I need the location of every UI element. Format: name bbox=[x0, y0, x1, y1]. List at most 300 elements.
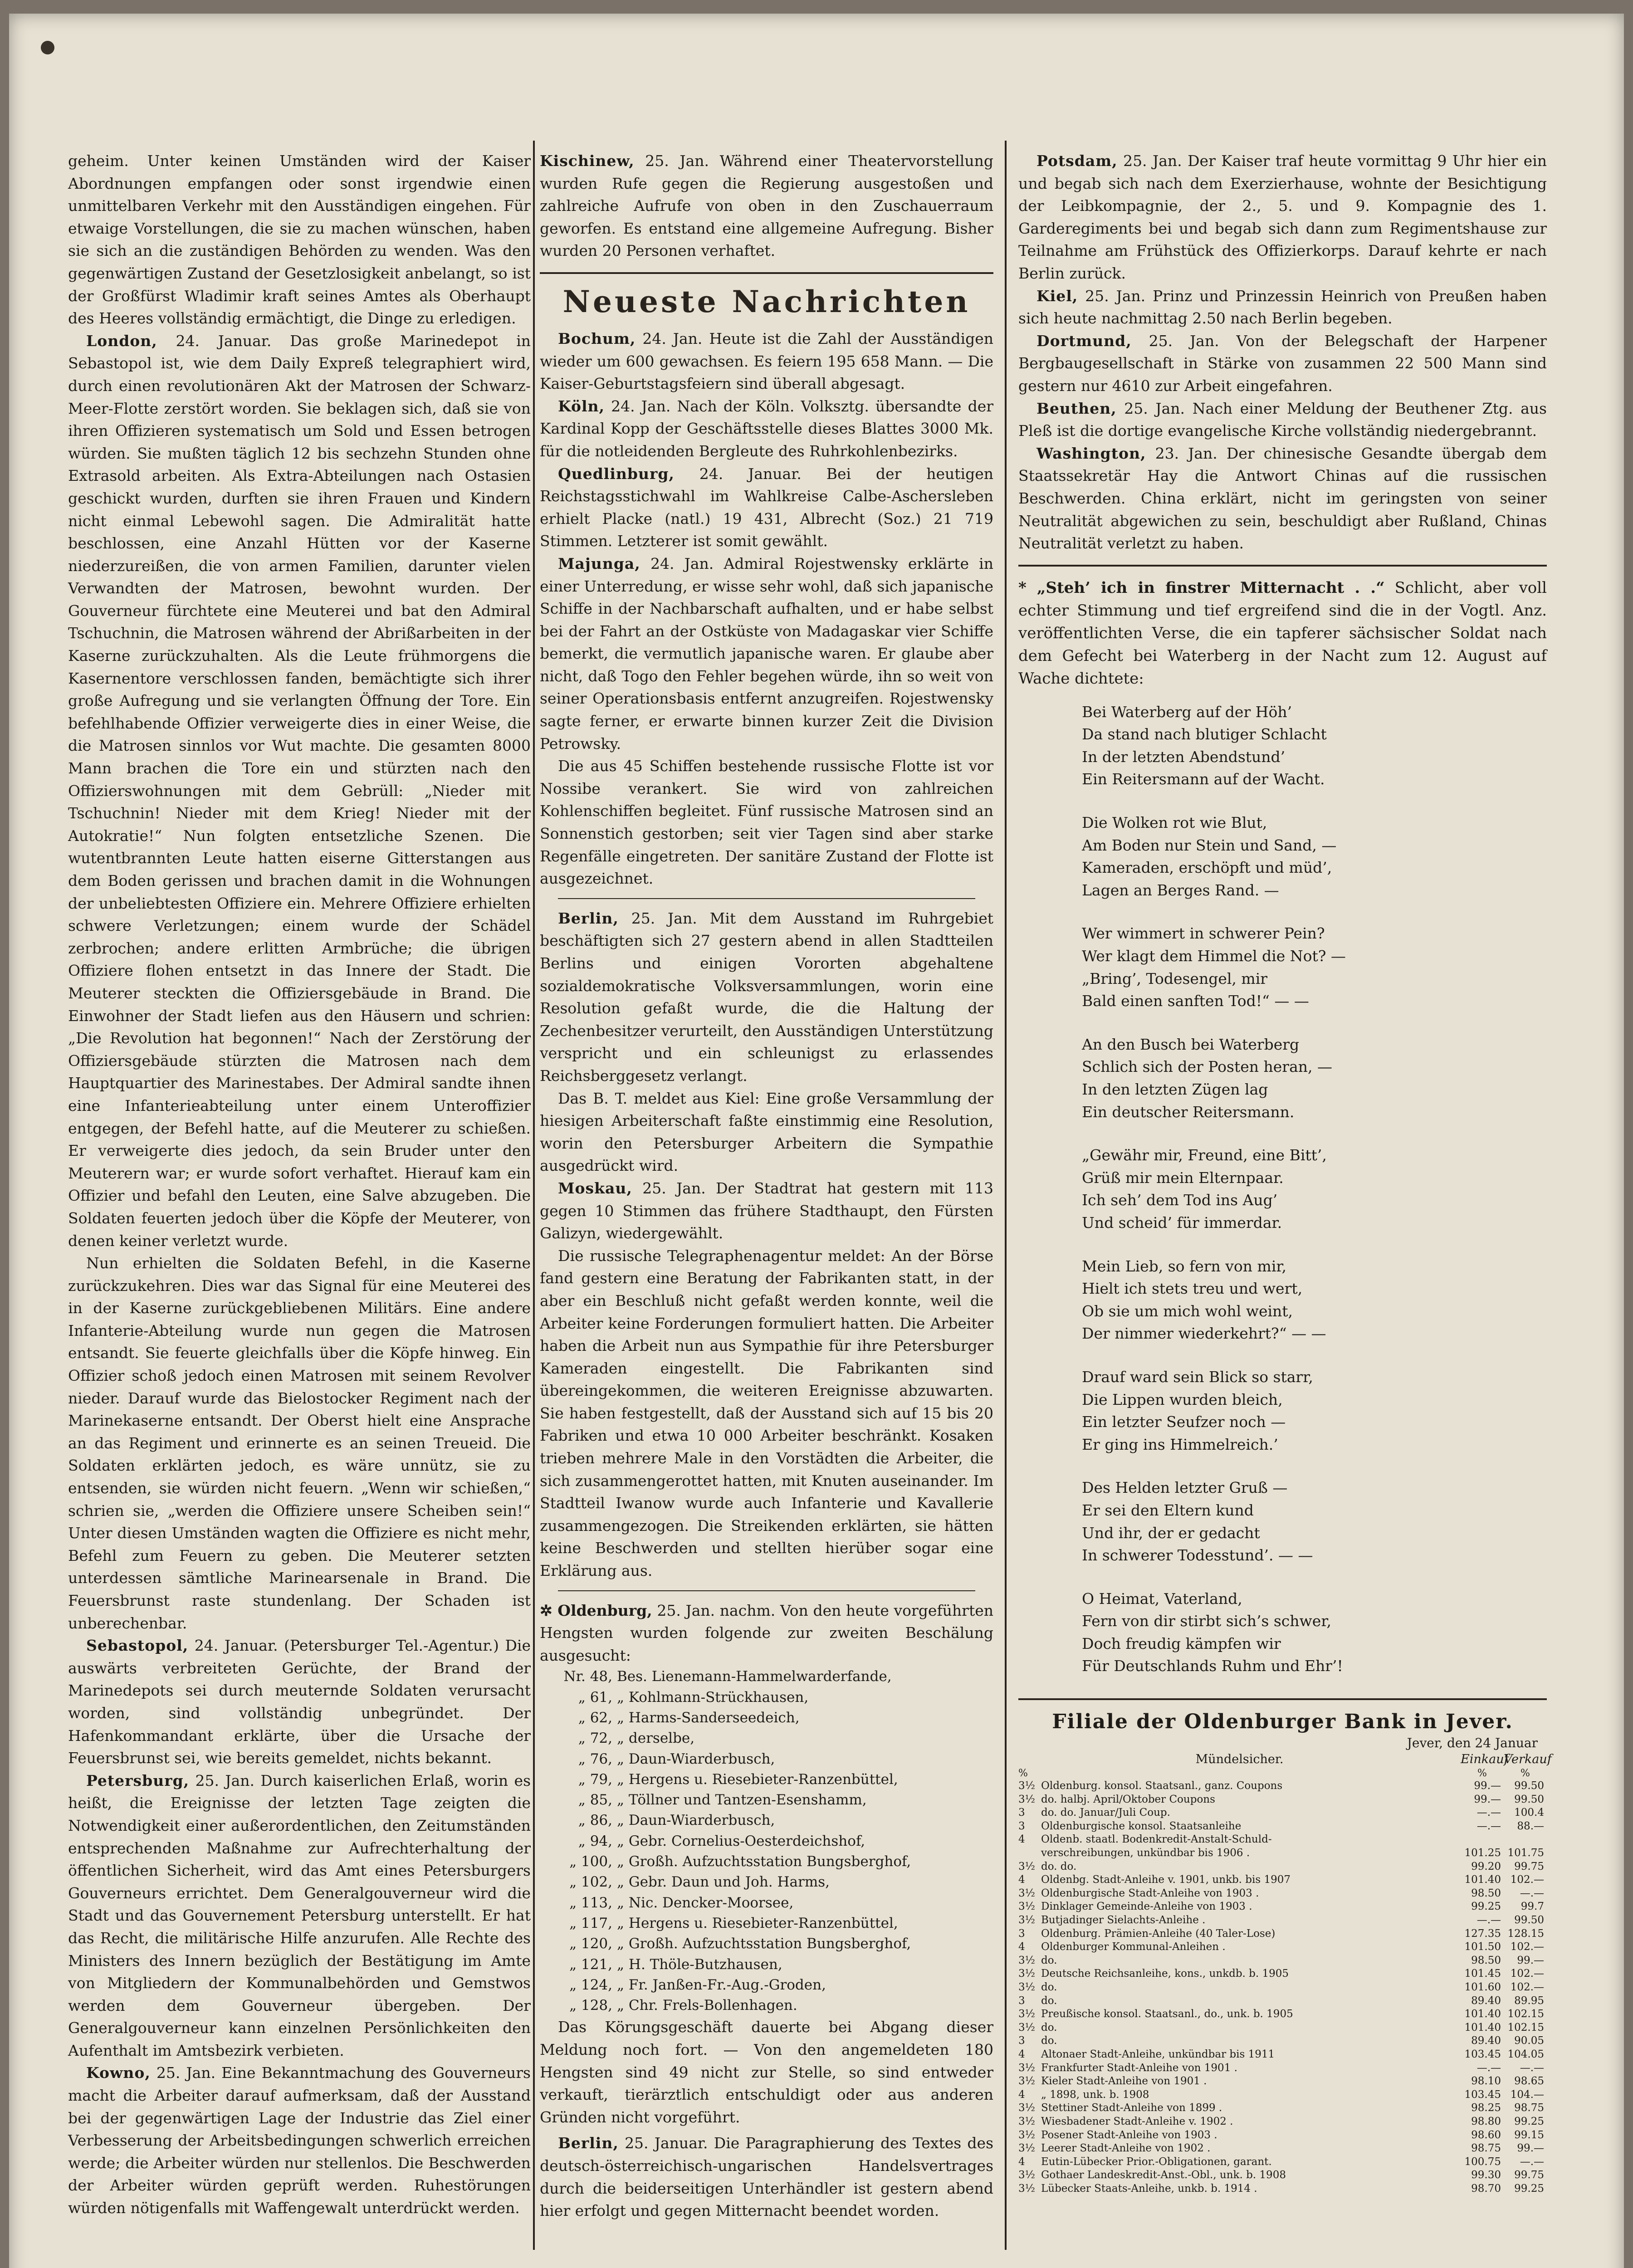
bond-rate: 3½ bbox=[1018, 1968, 1035, 1980]
news-paragraph bbox=[540, 395, 993, 463]
stallion-number: „ 72, bbox=[578, 1730, 612, 1747]
news-paragraph bbox=[68, 330, 531, 1252]
bond-rate: 3 bbox=[1018, 1994, 1025, 2007]
news-list bbox=[540, 327, 993, 1582]
bond-buy: 101.25 bbox=[1464, 1847, 1501, 1859]
bond-sell: 99.— bbox=[1517, 2142, 1544, 2155]
news-paragraph bbox=[540, 755, 993, 890]
bond-name: Posener Stadt-Anleihe von 1903 . bbox=[1041, 2129, 1217, 2141]
poem-line: Für Deutschlands Ruhm und Ehr’! bbox=[1082, 1657, 1343, 1675]
bond-row bbox=[1018, 1981, 1547, 1994]
dateline: Kowno, bbox=[86, 2064, 151, 2082]
stallion-owner: „ Fr. Janßen-Fr.-Aug.-Groden, bbox=[617, 1976, 826, 1993]
news-paragraph bbox=[540, 463, 993, 552]
bond-name: do. bbox=[1041, 1981, 1057, 1993]
poem-line: Ein deutscher Reitersmann. bbox=[1082, 1103, 1295, 1121]
column-3 bbox=[1018, 150, 1552, 2259]
bond-sell: 88.— bbox=[1517, 1820, 1544, 1832]
bond-name: Stettiner Stadt-Anleihe von 1899 . bbox=[1041, 2102, 1222, 2114]
stallion-row bbox=[540, 1687, 993, 1708]
stallion-owner: „ Hergens u. Riesebieter-Ranzenbüttel, bbox=[617, 1915, 898, 1931]
bond-rate: 3½ bbox=[1018, 1780, 1035, 1792]
poem-line: „Bring’, Todesengel, mir bbox=[1082, 969, 1268, 987]
poem-stanza bbox=[1018, 1255, 1547, 1345]
stallion-owner: „ Daun-Wiarderbusch, bbox=[617, 1750, 775, 1767]
bond-name: Oldenburg. konsol. Staatsanl., ganz. Coupons bbox=[1041, 1780, 1283, 1792]
poem-stanza bbox=[1018, 701, 1547, 791]
bond-rate: 4 bbox=[1018, 1941, 1025, 1953]
stallion-owner: „ derselbe, bbox=[617, 1730, 695, 1747]
stallion-number: „ 124, bbox=[569, 1976, 612, 1993]
bond-sell: 128.15 bbox=[1507, 1927, 1544, 1940]
poem-line: Wer wimmert in schwerer Pein? bbox=[1082, 924, 1325, 943]
bond-sell: 99.50 bbox=[1514, 1793, 1544, 1805]
bond-name: do. do. bbox=[1041, 1860, 1077, 1872]
bond-sell: 99.50 bbox=[1514, 1914, 1544, 1926]
news-paragraph bbox=[540, 552, 993, 755]
bond-name: Gothaer Landeskredit-Anst.-Obl., unk. b. 1908 bbox=[1041, 2169, 1286, 2181]
stallion-row bbox=[540, 1790, 993, 1810]
bond-buy: 98.10 bbox=[1471, 2075, 1501, 2087]
bond-sell: 102.— bbox=[1510, 1941, 1544, 1953]
bond-buy: —.— bbox=[1477, 2062, 1501, 2074]
bond-buy: —.— bbox=[1477, 1914, 1501, 1926]
bond-sell: 99.75 bbox=[1514, 1860, 1544, 1872]
bond-sell: 90.05 bbox=[1514, 2035, 1544, 2047]
paragraph-text: 25. Jan. Mit dem Ausstand im Ruhrgebiet beschäftigten sich 27 gestern abend in allen Stadtteilen Berlins und einigen Vororten abgehaltene sozialdemokratische Volksversammlungen, worin eine Resolution gefaßt wurde, die die Haltung der Zechenbesitzer verurteilt, den Ausständigen Unterstützung verspricht und ein schleunigst zu erlassendes Reichsberggesetz verlangt. bbox=[540, 909, 993, 1085]
bond-sell: 99.7 bbox=[1521, 1901, 1544, 1913]
pct-left: % bbox=[1018, 1768, 1028, 1779]
poem-line: Mein Lieb, so fern von mir, bbox=[1082, 1257, 1287, 1275]
stallion-row bbox=[540, 1852, 993, 1872]
poem-line: Ob sie um mich wohl weint, bbox=[1082, 1302, 1293, 1320]
dateline: Köln, bbox=[558, 397, 605, 415]
stallion-number: „ 85, bbox=[578, 1792, 612, 1809]
stallion-owner: „ Großh. Aufzuchtsstation Bungsberghof, bbox=[617, 1936, 911, 1952]
column-rule-left bbox=[533, 141, 535, 2250]
bond-sell: 99.— bbox=[1517, 1954, 1544, 1966]
bond-buy: 98.50 bbox=[1471, 1954, 1501, 1966]
bond-rate: 3 bbox=[1018, 1820, 1025, 1832]
bond-buy: 89.40 bbox=[1471, 1994, 1501, 2007]
bond-row bbox=[1018, 1873, 1547, 1887]
bond-name: Kieler Stadt-Anleihe von 1901 . bbox=[1041, 2075, 1207, 2087]
poem-line: In der letzten Abendstund’ bbox=[1082, 748, 1286, 766]
stallion-owner: Bes. Lienemann-Hammelwarderfande, bbox=[617, 1668, 892, 1685]
bond-row bbox=[1018, 2102, 1547, 2115]
bond-buy: 101.60 bbox=[1464, 1981, 1501, 1993]
punch-hole bbox=[41, 41, 54, 54]
stallion-row bbox=[540, 1872, 993, 1892]
bond-buy: 101.45 bbox=[1464, 1968, 1501, 1980]
bank-table-header bbox=[1018, 1751, 1552, 1768]
pct-buy: % bbox=[1477, 1768, 1487, 1779]
bond-sell: 104.— bbox=[1510, 2088, 1544, 2101]
bond-buy: 98.75 bbox=[1471, 2142, 1501, 2155]
bond-row bbox=[1018, 1941, 1547, 1954]
bond-row bbox=[1018, 1779, 1547, 1793]
bond-name: do. bbox=[1041, 1954, 1057, 1966]
stallion-row bbox=[540, 1995, 993, 2016]
header-sell: Verkauf bbox=[1504, 1752, 1552, 1767]
dateline: Dortmund, bbox=[1037, 332, 1132, 350]
poem-line: Bald einen sanften Tod!“ — — bbox=[1082, 992, 1309, 1010]
bond-sell: —.— bbox=[1520, 1887, 1544, 1899]
poem-intro: * „Steh’ ich in finstrer Mitternacht . .“ Schlicht, aber voll echter Stimmung und tief ergreifend sind die in der Vogtl. Anz. veröffentlichten Verse, die ein tapferer sächsischer Soldat nach dem Gefecht bei Waterberg in der Nacht zum 12. August auf Wache dichtete: bbox=[1018, 578, 1547, 688]
bond-buy: 101.40 bbox=[1464, 2021, 1501, 2033]
news-paragraph bbox=[1018, 397, 1547, 442]
bond-row bbox=[1018, 2048, 1547, 2062]
dateline: Quedlinburg, bbox=[558, 464, 675, 483]
bond-sell: 102.— bbox=[1510, 1968, 1544, 1980]
bond-name: Butjadinger Sielachts-Anleihe . bbox=[1041, 1914, 1206, 1926]
stallion-owner: „ Kohlmann-Strückhausen, bbox=[617, 1689, 809, 1706]
bond-row bbox=[1018, 2062, 1547, 2075]
stallion-number: „ 100, bbox=[569, 1853, 612, 1870]
bond-rate: 3½ bbox=[1018, 1901, 1035, 1913]
bond-name: Leerer Stadt-Anleihe von 1902 . bbox=[1041, 2142, 1211, 2155]
column-1 bbox=[68, 150, 531, 2259]
bond-sell: 102.— bbox=[1510, 1874, 1544, 1886]
bond-buy: 103.45 bbox=[1464, 2088, 1501, 2101]
stallion-row bbox=[540, 1708, 993, 1728]
bond-sell: —.— bbox=[1520, 2062, 1544, 2074]
bond-row bbox=[1018, 1793, 1547, 1807]
stallion-row bbox=[540, 1913, 993, 1934]
news-paragraph bbox=[540, 907, 993, 1087]
bond-buy: 98.80 bbox=[1471, 2115, 1501, 2127]
bond-row bbox=[1018, 1887, 1547, 1901]
bond-row bbox=[1018, 1914, 1547, 1927]
bond-sell: 101.75 bbox=[1507, 1847, 1544, 1859]
poem-line: Des Helden letzter Gruß — bbox=[1082, 1479, 1288, 1497]
news-paragraph bbox=[1018, 442, 1547, 555]
poem-line: Drauf ward sein Blick so starr, bbox=[1082, 1368, 1313, 1386]
stallion-owner: „ Nic. Dencker-Moorsee, bbox=[617, 1894, 794, 1911]
paragraph-text: 24. Januar. Bei der heutigen Reichstagsstichwahl im Wahlkreise Calbe-Aschersleben erhielt Placke (natl.) 19 431, Albrecht (Soz.) 21 719 Stimmen. Letzterer ist somit gewählt. bbox=[540, 464, 993, 550]
stallion-row bbox=[540, 1893, 993, 1913]
bond-row bbox=[1018, 1806, 1547, 1820]
paragraph-text: 24. Jan. Nach der Köln. Volksztg. übersandte der Kardinal Kopp der Geschäftsstelle dieses Blattes 3000 Mk. für die notleidenden Bergleute des Ruhrkohlenbezirks. bbox=[540, 397, 993, 460]
dateline: Sebastopol, bbox=[86, 1637, 189, 1655]
bond-buy: 99.30 bbox=[1471, 2169, 1501, 2181]
dateline: Bochum, bbox=[558, 329, 636, 347]
bond-sell: —.— bbox=[1520, 2156, 1544, 2168]
bond-buy: —.— bbox=[1477, 1807, 1501, 1819]
bond-rate bbox=[1018, 1847, 1041, 1860]
dateline: Kiel, bbox=[1037, 287, 1078, 305]
stallion-number: „ 121, bbox=[569, 1956, 612, 1973]
stallion-row bbox=[540, 1831, 993, 1852]
bond-sell: 99.25 bbox=[1514, 2182, 1544, 2195]
stallion-row bbox=[540, 1955, 993, 1975]
bond-buy: 101.50 bbox=[1464, 1941, 1501, 1953]
bond-row bbox=[1018, 1860, 1547, 1874]
bond-row bbox=[1018, 1847, 1547, 1860]
bond-rate: 3½ bbox=[1018, 2129, 1035, 2141]
bond-row bbox=[1018, 1900, 1547, 1914]
stallion-owner: „ Töllner und Tantzen-Esenshamm, bbox=[617, 1792, 867, 1809]
news-paragraph bbox=[540, 327, 993, 395]
bond-buy: 98.70 bbox=[1471, 2182, 1501, 2195]
bond-sell: 102.15 bbox=[1507, 2008, 1544, 2020]
news-paragraph bbox=[540, 1087, 993, 1177]
stallion-owner: „ Harms-Sanderseedeich, bbox=[617, 1710, 800, 1726]
bond-rate: 3½ bbox=[1018, 2115, 1035, 2127]
poem-line: Die Wolken rot wie Blut, bbox=[1082, 814, 1267, 832]
bond-name: Wiesbadener Stadt-Anleihe v. 1902 . bbox=[1041, 2115, 1233, 2127]
bond-buy: 101.40 bbox=[1464, 1874, 1501, 1886]
poem-line: Kameraden, erschöpft und müd’, bbox=[1082, 859, 1332, 877]
dateline: Potsdam, bbox=[1037, 152, 1118, 170]
stallion-number: „ 128, bbox=[569, 1997, 612, 2014]
stallion-number: Nr. 48, bbox=[563, 1668, 612, 1685]
paragraph-text: 25. Jan. Nach einer Meldung der Beuthener Ztg. aus Pleß ist die dortige evangelische Kirche vollständig niedergebrannt. bbox=[1018, 399, 1547, 440]
poem-line: Wer klagt dem Himmel die Not? — bbox=[1082, 947, 1346, 965]
poem-line: Der nimmer wiederkehrt?“ — — bbox=[1082, 1325, 1326, 1343]
news-paragraph bbox=[1018, 285, 1547, 330]
bond-buy: 99.— bbox=[1474, 1793, 1501, 1805]
poem-line: Die Lippen wurden bleich, bbox=[1082, 1390, 1283, 1408]
bond-rate: 3½ bbox=[1018, 2075, 1035, 2087]
paragraph-text: 25. Jan. Prinz und Prinzessin Heinrich von Preußen haben sich heute nachmittag 2.50 nach Berlin begeben. bbox=[1018, 287, 1547, 327]
poem-line: In schwerer Todesstund’. — — bbox=[1082, 1546, 1313, 1564]
stallion-number: „ 86, bbox=[578, 1812, 612, 1829]
paragraph-text: 24. Januar. (Petersburger Tel.-Agentur.) Die auswärts verbreiteten Gerüchte, der Brand der Marinedepots sei durch meuternde Soldaten verursacht worden, sind vollständig unbegründet. Der Hafenkommandant erklärte, über die Ursache der Feuersbrunst sei, wie bereits gemeldet, nichts bekannt. bbox=[68, 1637, 531, 1767]
stallion-number: „ 102, bbox=[569, 1874, 612, 1891]
bond-rate: 3½ bbox=[1018, 1860, 1035, 1872]
separator-rule bbox=[540, 272, 993, 274]
bond-rate: 4 bbox=[1018, 2048, 1025, 2060]
poem-line: Bei Waterberg auf der Höh’ bbox=[1082, 703, 1292, 721]
bond-row bbox=[1018, 2142, 1547, 2156]
stallion-number: „ 62, bbox=[578, 1710, 612, 1726]
column-rule-right bbox=[1005, 141, 1007, 2250]
bond-buy: 99.— bbox=[1474, 1780, 1501, 1792]
bank-title: Filiale der Oldenburger Bank in Jever. bbox=[1052, 1710, 1513, 1734]
bond-rate: 3 bbox=[1018, 2035, 1025, 2047]
article-berlin-trade: Berlin, 25. Januar. Die Paragraphierung des Textes des deutsch-österreichisch-ungarischen Handelsvertrages durch die beiderseitigen Unterhändler ist gestern abend hier erfolgt und gegen Mitternacht beendet worden. bbox=[540, 2134, 993, 2220]
poem-line: Da stand nach blutiger Schlacht bbox=[1082, 725, 1327, 743]
bond-row bbox=[1018, 2169, 1547, 2182]
dateline: Berlin, bbox=[558, 909, 619, 927]
bond-rate: 3½ bbox=[1018, 2142, 1035, 2155]
bond-buy bbox=[1458, 1833, 1501, 1847]
bond-rate: 3½ bbox=[1018, 2021, 1035, 2033]
poem-stanza bbox=[1018, 1033, 1547, 1123]
poem-line: Am Boden nur Stein und Sand, — bbox=[1082, 836, 1337, 854]
dateline: Washington, bbox=[1037, 444, 1146, 462]
bond-name: Lübecker Staats-Anleihe, unkb. b. 1914 . bbox=[1041, 2182, 1257, 2195]
dateline: London, bbox=[86, 332, 157, 350]
bond-rate: 3½ bbox=[1018, 1887, 1035, 1899]
bond-rate: 3½ bbox=[1018, 1793, 1035, 1805]
bond-name: Oldenburgische konsol. Staatsanleihe bbox=[1041, 1820, 1242, 1832]
bond-rate: 3 bbox=[1018, 1807, 1025, 1819]
stallion-owner: „ Daun-Wiarderbusch, bbox=[617, 1812, 775, 1829]
paragraph-text: 23. Jan. Der chinesische Gesandte übergab dem Staatssekretär Hay die Antwort Chinas auf die russischen Beschwerden. China erklärt, nicht im geringsten von seiner Neutralität abgewichen zu sein, beschuldigt aber Rußland, Chinas Neutralität verletzt zu haben. bbox=[1018, 444, 1547, 552]
poem-line: „Gewähr mir, Freund, eine Bitt’, bbox=[1082, 1146, 1327, 1164]
stallion-number: „ 113, bbox=[569, 1894, 612, 1911]
newspaper-page bbox=[9, 14, 1624, 2268]
stallion-number: „ 76, bbox=[578, 1750, 612, 1767]
stallion-owner: „ H. Thöle-Butzhausen, bbox=[617, 1956, 782, 1973]
bond-rate: 4 bbox=[1018, 2156, 1025, 2168]
bond-name: do. halbj. April/Oktober Coupons bbox=[1041, 1793, 1215, 1805]
news-paragraph bbox=[68, 1769, 531, 2062]
poem-line: O Heimat, Vaterland, bbox=[1082, 1589, 1242, 1608]
bond-rate: 3½ bbox=[1018, 1954, 1035, 1966]
bond-name: Oldenburg. Prämien-Anleihe (40 Taler-Lose) bbox=[1041, 1927, 1276, 1940]
poem-line: Und ihr, der er gedacht bbox=[1082, 1524, 1260, 1542]
bond-sell: 99.25 bbox=[1514, 2115, 1544, 2127]
separator-rule bbox=[1018, 565, 1547, 567]
poem-line: Ich seh’ dem Tod ins Aug’ bbox=[1082, 1191, 1278, 1209]
bond-buy: 98.50 bbox=[1471, 1887, 1501, 1899]
poem-line: Hielt ich stets treu und wert, bbox=[1082, 1280, 1303, 1298]
paragraph-text: Nun erhielten die Soldaten Befehl, in die Kaserne zurückzukehren. Dies war das Signal für eine Meuterei des in der Kaserne zurückgebliebenen Militärs. Eine andere Infanterie-Abteilung wurde nun gegen die Matrosen entsandt. Sie feuerte gleichfalls über die Köpfe hinweg. Ein Offizier schoß jedoch einen Matrosen mit seinem Revolver nieder. Darauf wurde das Bielostocker Regiment nach der Marinekaserne entsandt. Der Oberst hielt eine Ansprache an das Regiment und erinnerte es an seinen Treueid. Die Soldaten erklärten jedoch, es wäre unnütz, sie zu entsenden, sie würden nicht feuern. „Wenn wir schießen,“ schrien sie, „werden die Offiziere unsere Scheiben sein!“ Unter diesen Umständen wagten die Offiziere es nicht mehr, Befehl zum Feuern zu geben. Die Meuterer setzten unterdessen sämtliche Marinearsenale in Brand. Die Feuersbrunst raste stundenlang. Der Schaden ist unberechenbar. bbox=[68, 1254, 531, 1632]
poem-line: Ein Reitersmann auf der Wacht. bbox=[1082, 770, 1325, 788]
stallion-owner: „ Chr. Frels-Bollenhagen. bbox=[617, 1997, 797, 2014]
bond-buy: 99.20 bbox=[1471, 1860, 1501, 1872]
paragraph-text: 25. Jan. Von der Belegschaft der Harpener Bergbaugesellschaft in Stärke von zusammen 22 500 Mann sind gestern nur 4610 zur Arbeit eingefahren. bbox=[1018, 332, 1547, 395]
bond-row bbox=[1018, 1967, 1547, 1981]
poem-line: Fern von dir stirbt sich’s schwer, bbox=[1082, 1612, 1331, 1630]
bond-rate: 3 bbox=[1018, 1927, 1025, 1940]
bond-name: Preußische konsol. Staatsanl., do., unk. b. 1905 bbox=[1041, 2008, 1293, 2020]
poem-line: Doch freudig kämpfen wir bbox=[1082, 1634, 1281, 1652]
bond-name: Altonaer Stadt-Anleihe, unkündbar bis 1911 bbox=[1041, 2048, 1275, 2060]
stallion-owner: „ Gebr. Daun und Joh. Harms, bbox=[617, 1874, 830, 1891]
separator-rule bbox=[558, 898, 975, 899]
stallion-row bbox=[540, 1769, 993, 1790]
bond-row bbox=[1018, 1994, 1547, 2008]
bond-sell: 98.65 bbox=[1514, 2075, 1544, 2087]
bond-name: do. bbox=[1041, 2021, 1057, 2033]
news-paragraph bbox=[540, 1245, 993, 1582]
bond-row bbox=[1018, 2021, 1547, 2035]
bond-sell: 99.50 bbox=[1514, 1780, 1544, 1792]
stallion-row bbox=[540, 1728, 993, 1749]
bond-rate: 3½ bbox=[1018, 2182, 1035, 2195]
pct-sell: % bbox=[1521, 1768, 1530, 1779]
column-2 bbox=[540, 150, 993, 2259]
bond-sell: 100.4 bbox=[1514, 1807, 1544, 1819]
bond-row bbox=[1018, 2115, 1547, 2129]
bank-percent-row bbox=[1018, 1768, 1547, 1779]
bond-row bbox=[1018, 1820, 1547, 1833]
bond-name: verschreibungen, unkündbar bis 1906 . bbox=[1041, 1847, 1250, 1859]
bond-name: do. bbox=[1041, 2035, 1057, 2047]
poem bbox=[1018, 701, 1547, 1677]
poem-line: In den letzten Zügen lag bbox=[1082, 1080, 1268, 1098]
bond-rate: 3½ bbox=[1018, 2008, 1035, 2020]
poem-line: Grüß mir mein Elternpaar. bbox=[1082, 1168, 1284, 1187]
dateline: Moskau, bbox=[558, 1179, 632, 1197]
poem-line: Er ging ins Himmelreich.’ bbox=[1082, 1435, 1278, 1453]
bond-sell: 99.15 bbox=[1514, 2129, 1544, 2141]
stallion-owner: „ Großh. Aufzuchtsstation Bungsberghof, bbox=[617, 1853, 911, 1870]
bond-row bbox=[1018, 1954, 1547, 1968]
separator-rule bbox=[1018, 1698, 1547, 1700]
news-paragraph bbox=[68, 2062, 531, 2219]
bond-name: Oldenburgische Stadt-Anleihe von 1903 . bbox=[1041, 1887, 1259, 1899]
separator-rule bbox=[558, 1590, 975, 1591]
bond-rate: 4 bbox=[1018, 2088, 1025, 2101]
stallion-row bbox=[540, 1975, 993, 1995]
poem-stanza bbox=[1018, 1366, 1547, 1456]
bond-row bbox=[1018, 2088, 1547, 2102]
paragraph-text: Die russische Telegraphenagentur meldet: An der Börse fand gestern eine Beratung der Fabrikanten statt, in der aber ein Beschluß nicht gefaßt werden konnte, weil die Arbeiter keine Forderungen formuliert hatten. Die Arbeiter haben die Arbeit nun aus Sympathie für ihre Petersburger Kameraden eingestellt. Die Fabrikanten sind übereingekommen, die weiteren Ereignisse abzuwarten. Sie haben festgestellt, daß der Ausstand sich auf 15 bis 20 Fabriken und etwa 10 000 Arbeiter beschränkt. Kosaken trieben mehrere Male in den Vorstädten die Arbeiter, die sich zusammengerottet hatten, mit Knuten auseinander. Im Stadtteil Iwanow wurde auch Infanterie und Kavallerie zusammengezogen. Die Streikenden erklärten, sie hätten keine Beschwerden und stellten hierüber sogar eine Erklärung aus. bbox=[540, 1246, 993, 1580]
paragraph-text: 24. Jan. Admiral Rojestwensky erklärte in einer Unterredung, er wisse sehr wohl, daß sich japanische Schiffe in der Nachbarschaft aufhalten, und er habe selbst bei der Fahrt an der Ostküste von Madagaskar vier Schiffe bemerkt, die vermutlich japanische waren. Er glaube aber nicht, daß Togo den Fehler begehen würde, ihn so weit von seiner Operationsbasis entfernt anzugreifen. Rojestwensky sagte ferner, er erwarte binnen kurzer Zeit die Division Petrowsky. bbox=[540, 554, 993, 753]
bond-sell: 98.75 bbox=[1514, 2102, 1544, 2114]
news-paragraph bbox=[540, 1177, 993, 1245]
bond-rate: 3½ bbox=[1018, 2062, 1035, 2074]
bond-rate: 3½ bbox=[1018, 1981, 1035, 1993]
poem-stanza bbox=[1018, 1476, 1547, 1566]
stallion-owner: „ Hergens u. Riesebieter-Ranzenbüttel, bbox=[617, 1771, 898, 1788]
bond-sell: 104.05 bbox=[1507, 2048, 1544, 2060]
poem-stanza bbox=[1018, 1144, 1547, 1234]
bond-buy: 89.40 bbox=[1471, 2035, 1501, 2047]
bond-name: „ 1898, unk. b. 1908 bbox=[1041, 2088, 1149, 2101]
article-oldenburg: ✲ Oldenburg, 25. Jan. nachm. Von den heute vorgeführten Hengsten wurden folgende zur zweiten Beschälung ausgesucht: bbox=[540, 1601, 993, 1664]
paragraph-text: 25. Jan. Eine Bekanntmachung des Gouverneurs macht die Arbeiter darauf aufmerksam, daß der Ausstand bei der gegenwärtigen Lage der Industrie das Ziel einer Verbesserung der Arbeitsbedingungen schwerlich erreichen werde; die Arbeiter würden nur stellenlos. Die Beschwerden der Arbeiter würden geprüft werden. Ruhestörungen würden nötigenfalls mit Waffengewalt unterdrückt werden. bbox=[68, 2064, 531, 2217]
section-heading: Neueste Nachrichten bbox=[562, 284, 971, 319]
bond-name: do. bbox=[1041, 1994, 1057, 2007]
bond-sell: 102.— bbox=[1510, 1981, 1544, 1993]
bond-buy: 101.40 bbox=[1464, 2008, 1501, 2020]
news-paragraph bbox=[1018, 150, 1547, 285]
bond-row bbox=[1018, 2075, 1547, 2088]
bond-sell: 99.75 bbox=[1514, 2169, 1544, 2181]
news-paragraph bbox=[68, 1252, 531, 1634]
stallion-outro: Das Körungsgeschäft dauerte bei Abgang dieser Meldung noch fort. — Von den angemeldeten 180 Hengsten sind 49 nicht zur Stelle, so sind entweder verkauft, tierärztlich entschuldigt oder aus anderen Gründen nicht vorgeführt. bbox=[540, 2018, 993, 2126]
stallion-row bbox=[540, 1749, 993, 1769]
bond-buy: —.— bbox=[1477, 1820, 1501, 1832]
bond-sell: 102.15 bbox=[1507, 2021, 1544, 2033]
stallion-row bbox=[540, 1934, 993, 1954]
bond-row bbox=[1018, 1833, 1547, 1847]
bond-rate: 4 bbox=[1018, 1874, 1025, 1886]
bond-buy: 127.35 bbox=[1464, 1927, 1501, 1940]
dateline: Beuthen, bbox=[1037, 399, 1117, 417]
poem-stanza bbox=[1018, 922, 1547, 1012]
paragraph-text: 24. Januar. Das große Marinedepot in Sebastopol ist, wie dem Daily Expreß telegraphiert wird, durch einen revolutionären Akt der Matrosen der Schwarz-Meer-Flotte zerstört worden. Sie beklagen sich, daß sie von ihren Offizieren systematisch um Sold und Essen betrogen würden. Sie mußten täglich 12 bis sechzehn Stunden ohne Extrasold arbeiten. Als Extra-Abteilungen nach Ostasien geschickt wurden, durften sie ihren Frauen und Kindern nicht einmal Lebewohl sagen. Die Admiralität hatte beschlossen, eine Anzahl Hütten vor der Kaserne niederzureißen, die von armen Familien, darunter vielen Verwandten der Matrosen, bewohnt wurden. Der Gouverneur fürchtete eine Meuterei und bat den Admiral Tschuchnin, die Matrosen während der Abrißarbeiten in der Kaserne zurückzuhalten. Als die Leute frühmorgens die Kasernentore verschlossen fanden, bemächtigte sich ihrer große Aufregung und sie verlangten Öffnung der Tore. Ein befehlhabende Offizier verweigerte dies in einer Weise, die die Matrosen sinnlos vor Wut machte. Die gesamten 8000 Mann brachen die Tore ein und stürzten nach den Offizierswohnungen mit dem Gebrüll: „Nieder mit Tschuchnin! Nieder mit dem Krieg! Nieder mit der Autokratie!“ Nun folgten entsetzliche Szenen. Die wutentbrannten Leute hatten eiserne Gitterstangen aus dem Boden gerissen und brachen damit in die Wohnungen der unbeliebtesten Offiziere ein. Mehrere Offiziere erhielten schwere Verletzungen; einem wurde der Schädel zerbrochen; andere erlitten Armbrüche; die übrigen Offiziere flohen entsetzt in das Innere der Stadt. Die Meuterer steckten die Offiziersgebäude in Brand. Die Einwohner der Stadt liefen aus den Häusern und schrien: „Die Revolution hat begonnen!“ Nach der Zerstörung der Offiziersgebäude stürzten die Matrosen nach dem Hauptquartier des Marinestabes. Der Admiral sandte ihnen eine Infanterieabteilung unter einem Unteroffizier entgegen, der Befehl hatte, auf die Meuterer zu schießen. Er verweigerte dies jedoch, da sein Bruder unter den Meuterern war; er wurde sofort verhaftet. Hierauf kam ein Offizier und befahl den Leuten, eine Salve abzugeben. Die Soldaten feuerten jedoch über die Köpfe der Meuterer, von denen keiner verletzt wurde. bbox=[68, 332, 531, 1250]
bond-name: Eutin-Lübecker Prior.-Obligationen, garant. bbox=[1041, 2156, 1272, 2168]
bond-row bbox=[1018, 2008, 1547, 2021]
bank-date: Jever, den 24 Januar bbox=[1407, 1735, 1538, 1751]
stallion-list bbox=[540, 1667, 993, 2016]
news-list bbox=[1018, 150, 1547, 555]
stallion-number: „ 117, bbox=[569, 1915, 612, 1931]
poem-line: Er sei den Eltern kund bbox=[1082, 1501, 1254, 1519]
bond-buy: 103.45 bbox=[1464, 2048, 1501, 2060]
poem-line: Schlich sich der Posten heran, — bbox=[1082, 1058, 1332, 1076]
paragraph-text: 25. Jan. Durch kaiserlichen Erlaß, worin es heißt, die Ereignisse der letzten Tage zeigten die Notwendigkeit einer außerordentlichen, den Zeitumständen entsprechenden Maßnahme zur Aufrechterhaltung der öffentlichen Sicherheit, wird das Amt eines Petersburgers Gouverneurs errichtet. Dem Generalgouverneur wird die Stadt und das Gouvernement Petersburg unterstellt. Er hat das Recht, die militärische Hilfe anzurufen. Alle Rechte des Ministers des Innern bezüglich der Bestätigung im Amte von Mitgliedern der Kommunalbehörden und Gemstwos werden dem Gouverneur übergeben. Der Generalgouverneur kann einzelnen Persönlichkeiten den Aufenthalt im Amtsbezirk verbieten. bbox=[68, 1771, 531, 2059]
bond-buy: 100.75 bbox=[1464, 2156, 1501, 2168]
poem-line: Lagen an Berges Rand. — bbox=[1082, 881, 1279, 899]
paragraph-text: 24. Jan. Heute ist die Zahl der Ausständigen wieder um 600 gewachsen. Es feiern 195 658 Mann. — Die Kaiser-Geburtstagsfeiern sind überall abgesagt. bbox=[540, 329, 993, 393]
bond-rate: 3½ bbox=[1018, 2102, 1035, 2114]
bond-name: Frankfurter Stadt-Anleihe von 1901 . bbox=[1041, 2062, 1237, 2074]
bond-row bbox=[1018, 2182, 1547, 2196]
bond-sell bbox=[1501, 1833, 1547, 1847]
bond-buy: 98.25 bbox=[1471, 2102, 1501, 2114]
bond-row bbox=[1018, 2156, 1547, 2169]
bond-row bbox=[1018, 2129, 1547, 2142]
poem-line: Ein letzter Seufzer noch — bbox=[1082, 1413, 1286, 1431]
